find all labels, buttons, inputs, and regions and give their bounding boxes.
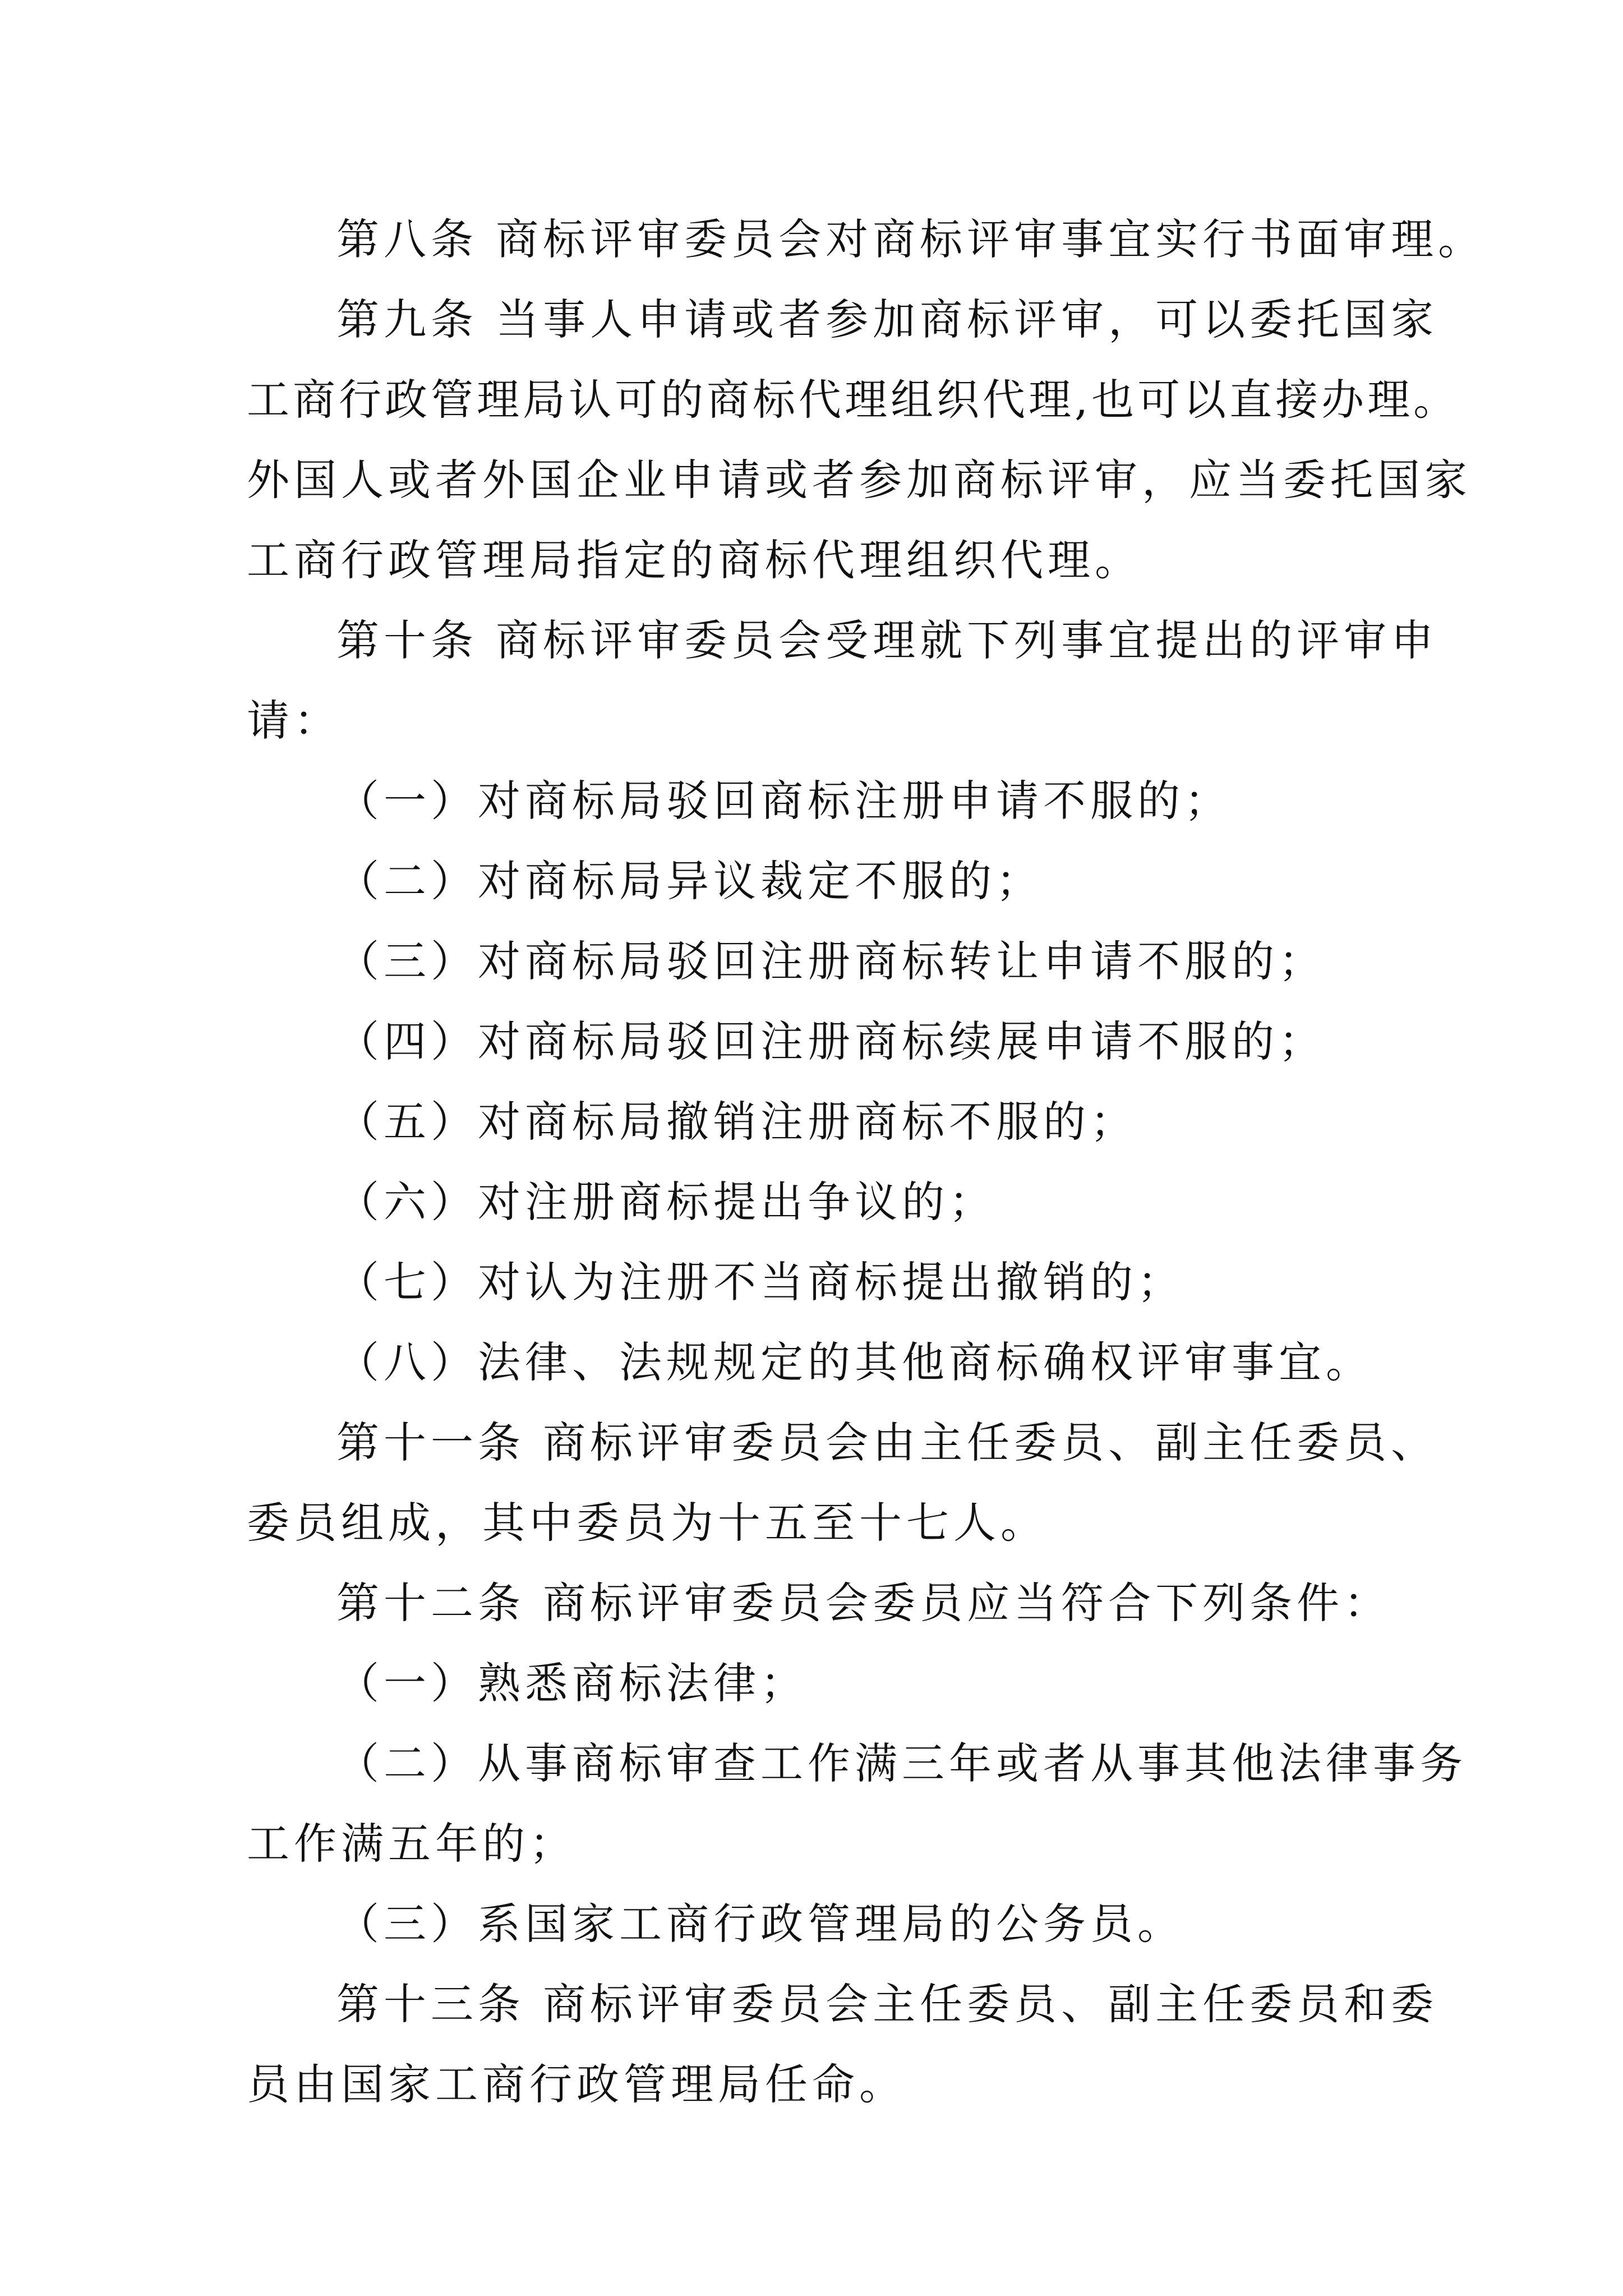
text-line: （五）对商标局撤销注册商标不服的； [336, 1097, 1137, 1147]
text-line: 工作满五年的； [247, 1819, 577, 1869]
text-line: （三）系国家工商行政管理局的公务员。 [336, 1899, 1184, 1949]
article-10-item-1 [336, 770, 1232, 832]
article-11-line-2 [247, 1492, 1048, 1554]
article-9-line-2 [247, 369, 1459, 431]
article-10-item-8 [336, 1332, 1373, 1393]
text-line: （二）从事商标审查工作满三年或者从事其他法律事务 [336, 1738, 1467, 1788]
text-line: 工商行政管理局指定的商标代理组织代理。 [247, 535, 1142, 585]
text-line: 外国人或者外国企业申请或者参加商标评审，应当委托国家 [247, 455, 1472, 505]
article-9-line-1 [336, 289, 1438, 351]
text-line: 第八条 商标评审委员会对商标评审事宜实行书面审理。 [336, 214, 1486, 264]
text-line: 第十二条 商标评审委员会委员应当符合下列条件： [336, 1578, 1391, 1628]
text-line: 第十条 商标评审委员会受理就下列事宜提出的评审申 [336, 615, 1438, 665]
article-12-item-2-line-1 [336, 1733, 1467, 1795]
text-line: （一）对商标局驳回商标注册申请不服的； [336, 776, 1232, 826]
text-line: 工商行政管理局认可的商标代理组织代理,也可以直接办理。 [247, 375, 1460, 425]
article-10-item-2 [336, 850, 1043, 912]
text-line: （四）对商标局驳回注册商标续展申请不服的； [336, 1016, 1326, 1066]
article-9-line-4 [247, 530, 1142, 591]
text-line: 请： [247, 696, 341, 746]
article-10-item-5 [336, 1091, 1137, 1153]
text-line: 员由国家工商行政管理局任命。 [247, 2059, 906, 2109]
article-12-item-2-line-2 [247, 1813, 577, 1875]
text-line: 委员组成，其中委员为十五至十七人。 [247, 1498, 1048, 1548]
article-10-item-6 [336, 1171, 996, 1233]
article-12-line-1 [336, 1572, 1391, 1634]
article-12-item-3 [336, 1893, 1184, 1955]
article-13-line-1 [336, 1973, 1438, 2035]
text-line: （一）熟悉商标法律； [336, 1658, 808, 1708]
text-line: 第十三条 商标评审委员会主任委员、副主任委员和委 [336, 1979, 1438, 2029]
article-11-line-1 [336, 1412, 1438, 1474]
article-12-item-1 [336, 1653, 808, 1714]
text-line: （八）法律、法规规定的其他商标确权评审事宜。 [336, 1337, 1373, 1387]
article-8-line [336, 209, 1485, 270]
article-10-item-4 [336, 1011, 1326, 1073]
article-10-line-2 [247, 690, 341, 752]
text-line: 第十一条 商标评审委员会由主任委员、副主任委员、 [336, 1418, 1438, 1467]
article-9-line-3 [247, 449, 1472, 511]
text-line: （六）对注册商标提出争议的； [336, 1177, 996, 1227]
article-10-line-1 [336, 610, 1438, 671]
article-10-item-3 [336, 931, 1326, 992]
text-line: （七）对认为注册不当商标提出撤销的； [336, 1257, 1184, 1307]
text-line: （三）对商标局驳回注册商标转让申请不服的； [336, 936, 1326, 986]
article-10-item-7 [336, 1251, 1184, 1313]
text-line: 第九条 当事人申请或者参加商标评审，可以委托国家 [336, 295, 1438, 344]
text-line: （二）对商标局异议裁定不服的； [336, 856, 1043, 906]
article-13-line-2 [247, 2054, 906, 2115]
